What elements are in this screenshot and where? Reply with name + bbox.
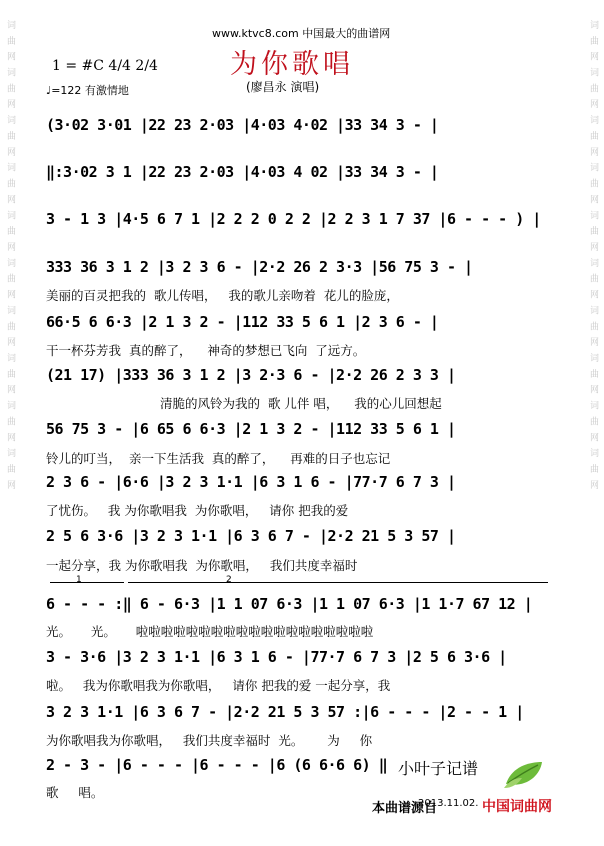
key-signature: 1 = #C 4/4 2/4 bbox=[52, 58, 158, 74]
score-line-3-notes: 3 - 1 3 |4·5 6 7 1 |2 2 2 0 2 2 |2 2 3 1 7 37 |6 - - - ) | bbox=[46, 210, 541, 228]
volta-2-label: 2 bbox=[226, 575, 232, 585]
singer-credit: (廖昌永 演唱) bbox=[246, 80, 320, 94]
volta-1-label: 1 bbox=[76, 575, 82, 585]
volta-2-bracket bbox=[128, 582, 548, 583]
score-line-12-notes: 3 2 3 1·1 |6 3 6 7 - |2·2 21 5 3 57 :|6 - - - |2 - - 1 | bbox=[46, 703, 524, 721]
song-title: 为你歌唱 bbox=[230, 49, 354, 80]
website-header: www.ktvc8.com 中国最大的曲谱网 bbox=[212, 27, 391, 40]
leaf-icon bbox=[502, 758, 546, 790]
score-line-11-notes: 3 - 3·6 |3 2 3 1·1 |6 3 1 6 - |77·7 6 7 3 |2 5 6 3·6 | bbox=[46, 648, 507, 666]
score-line-8-lyrics: 了忧伤。 我 为你歌唱我 为你歌唱， 请你 把我的爱 bbox=[46, 503, 349, 518]
score-line-2-notes: ‖:3·02 3 1 |22 23 2·03 |4·03 4 02 |33 34 3 - | bbox=[46, 163, 439, 181]
left-watermark-text: 词 曲 网 词 曲 网 词 曲 网 词 曲 网 词 曲 网 词 曲 网 词 曲 网 词 曲 网 词 曲 网 词 曲 网 bbox=[5, 20, 15, 491]
source-site-link[interactable]: 中国词曲网 bbox=[482, 799, 552, 815]
score-line-7-lyrics: 铃儿的叮当， 亲一下生活我 真的醉了， 再难的日子也忘记 bbox=[46, 451, 391, 466]
score-line-6-lyrics: 清脆的风铃为我的 歌 儿伴 唱， 我的心儿回想起 bbox=[160, 396, 442, 411]
score-line-9-notes: 2 5 6 3·6 |3 2 3 1·1 |6 3 6 7 - |2·2 21 5 3 57 | bbox=[46, 527, 456, 545]
score-line-1-notes: (3·02 3·01 |22 23 2·03 |4·03 4·02 |33 34 3 - | bbox=[46, 116, 439, 134]
volta-1-bracket bbox=[50, 582, 124, 583]
score-line-10-notes: 6 - - - :‖ 6 - 6·3 |1 1 07 6·3 |1 1 07 6·3 |1 1·7 67 12 | bbox=[46, 595, 533, 613]
score-line-6-notes: (21 17) |333 36 3 1 2 |3 2·3 6 - |2·2 26 2 3 3 | bbox=[46, 366, 456, 384]
score-line-5-lyrics: 干一杯芬芳我 真的醉了， 神奇的梦想已飞向 了远方。 bbox=[46, 343, 366, 358]
score-line-8-notes: 2 3 6 - |6·6 |3 2 3 1·1 |6 3 1 6 - |77·7 6 7 3 | bbox=[46, 473, 456, 491]
score-line-5-notes: 66·5 6 6·3 |2 1 3 2 - |112 33 5 6 1 |2 3 6 - | bbox=[46, 313, 439, 331]
score-line-12-lyrics: 为你歌唱我为你歌唱， 我们共度幸福时 光。 为 你 bbox=[46, 733, 373, 748]
tempo-marking: ♩=122 有激情地 bbox=[46, 84, 129, 97]
score-line-10-lyrics: 光。 光。 啦啦啦啦啦啦啦啦啦啦啦啦啦啦啦啦啦啦啦 bbox=[46, 624, 374, 639]
score-line-7-notes: 56 75 3 - |6 65 6 6·3 |2 1 3 2 - |112 33 5 6 1 | bbox=[46, 420, 456, 438]
source-label: 本曲谱源自 bbox=[372, 801, 438, 816]
right-watermark-text: 词 曲 网 词 曲 网 词 曲 网 词 曲 网 词 曲 网 词 曲 网 词 曲 网 词 曲 网 词 曲 网 词 曲 网 bbox=[588, 20, 598, 491]
transcription-date: 2013.11.02. bbox=[418, 798, 479, 809]
score-line-9-lyrics: 一起分享，我 为你歌唱我 为你歌唱， 我们共度幸福时 bbox=[46, 558, 358, 573]
score-line-11-lyrics: 啦。 我为你歌唱我为你歌唱， 请你 把我的爱 一起分享，我 bbox=[46, 678, 391, 693]
score-line-13-notes: 2 - 3 - |6 - - - |6 - - - |6 (6 6·6 6) ‖ bbox=[46, 756, 388, 774]
transcriber-credit: 小叶子记谱 bbox=[398, 759, 479, 778]
right-watermark-column bbox=[586, 0, 604, 846]
score-line-13-lyrics: 歌 唱。 bbox=[46, 785, 104, 800]
score-line-4-notes: 333 36 3 1 2 |3 2 3 6 - |2·2 26 2 3·3 |56 75 3 - | bbox=[46, 258, 473, 276]
score-line-4-lyrics: 美丽的百灵把我的 歌儿传唱， 我的歌儿亲吻着 花儿的脸庞， bbox=[46, 288, 399, 303]
left-watermark-column bbox=[0, 0, 18, 846]
